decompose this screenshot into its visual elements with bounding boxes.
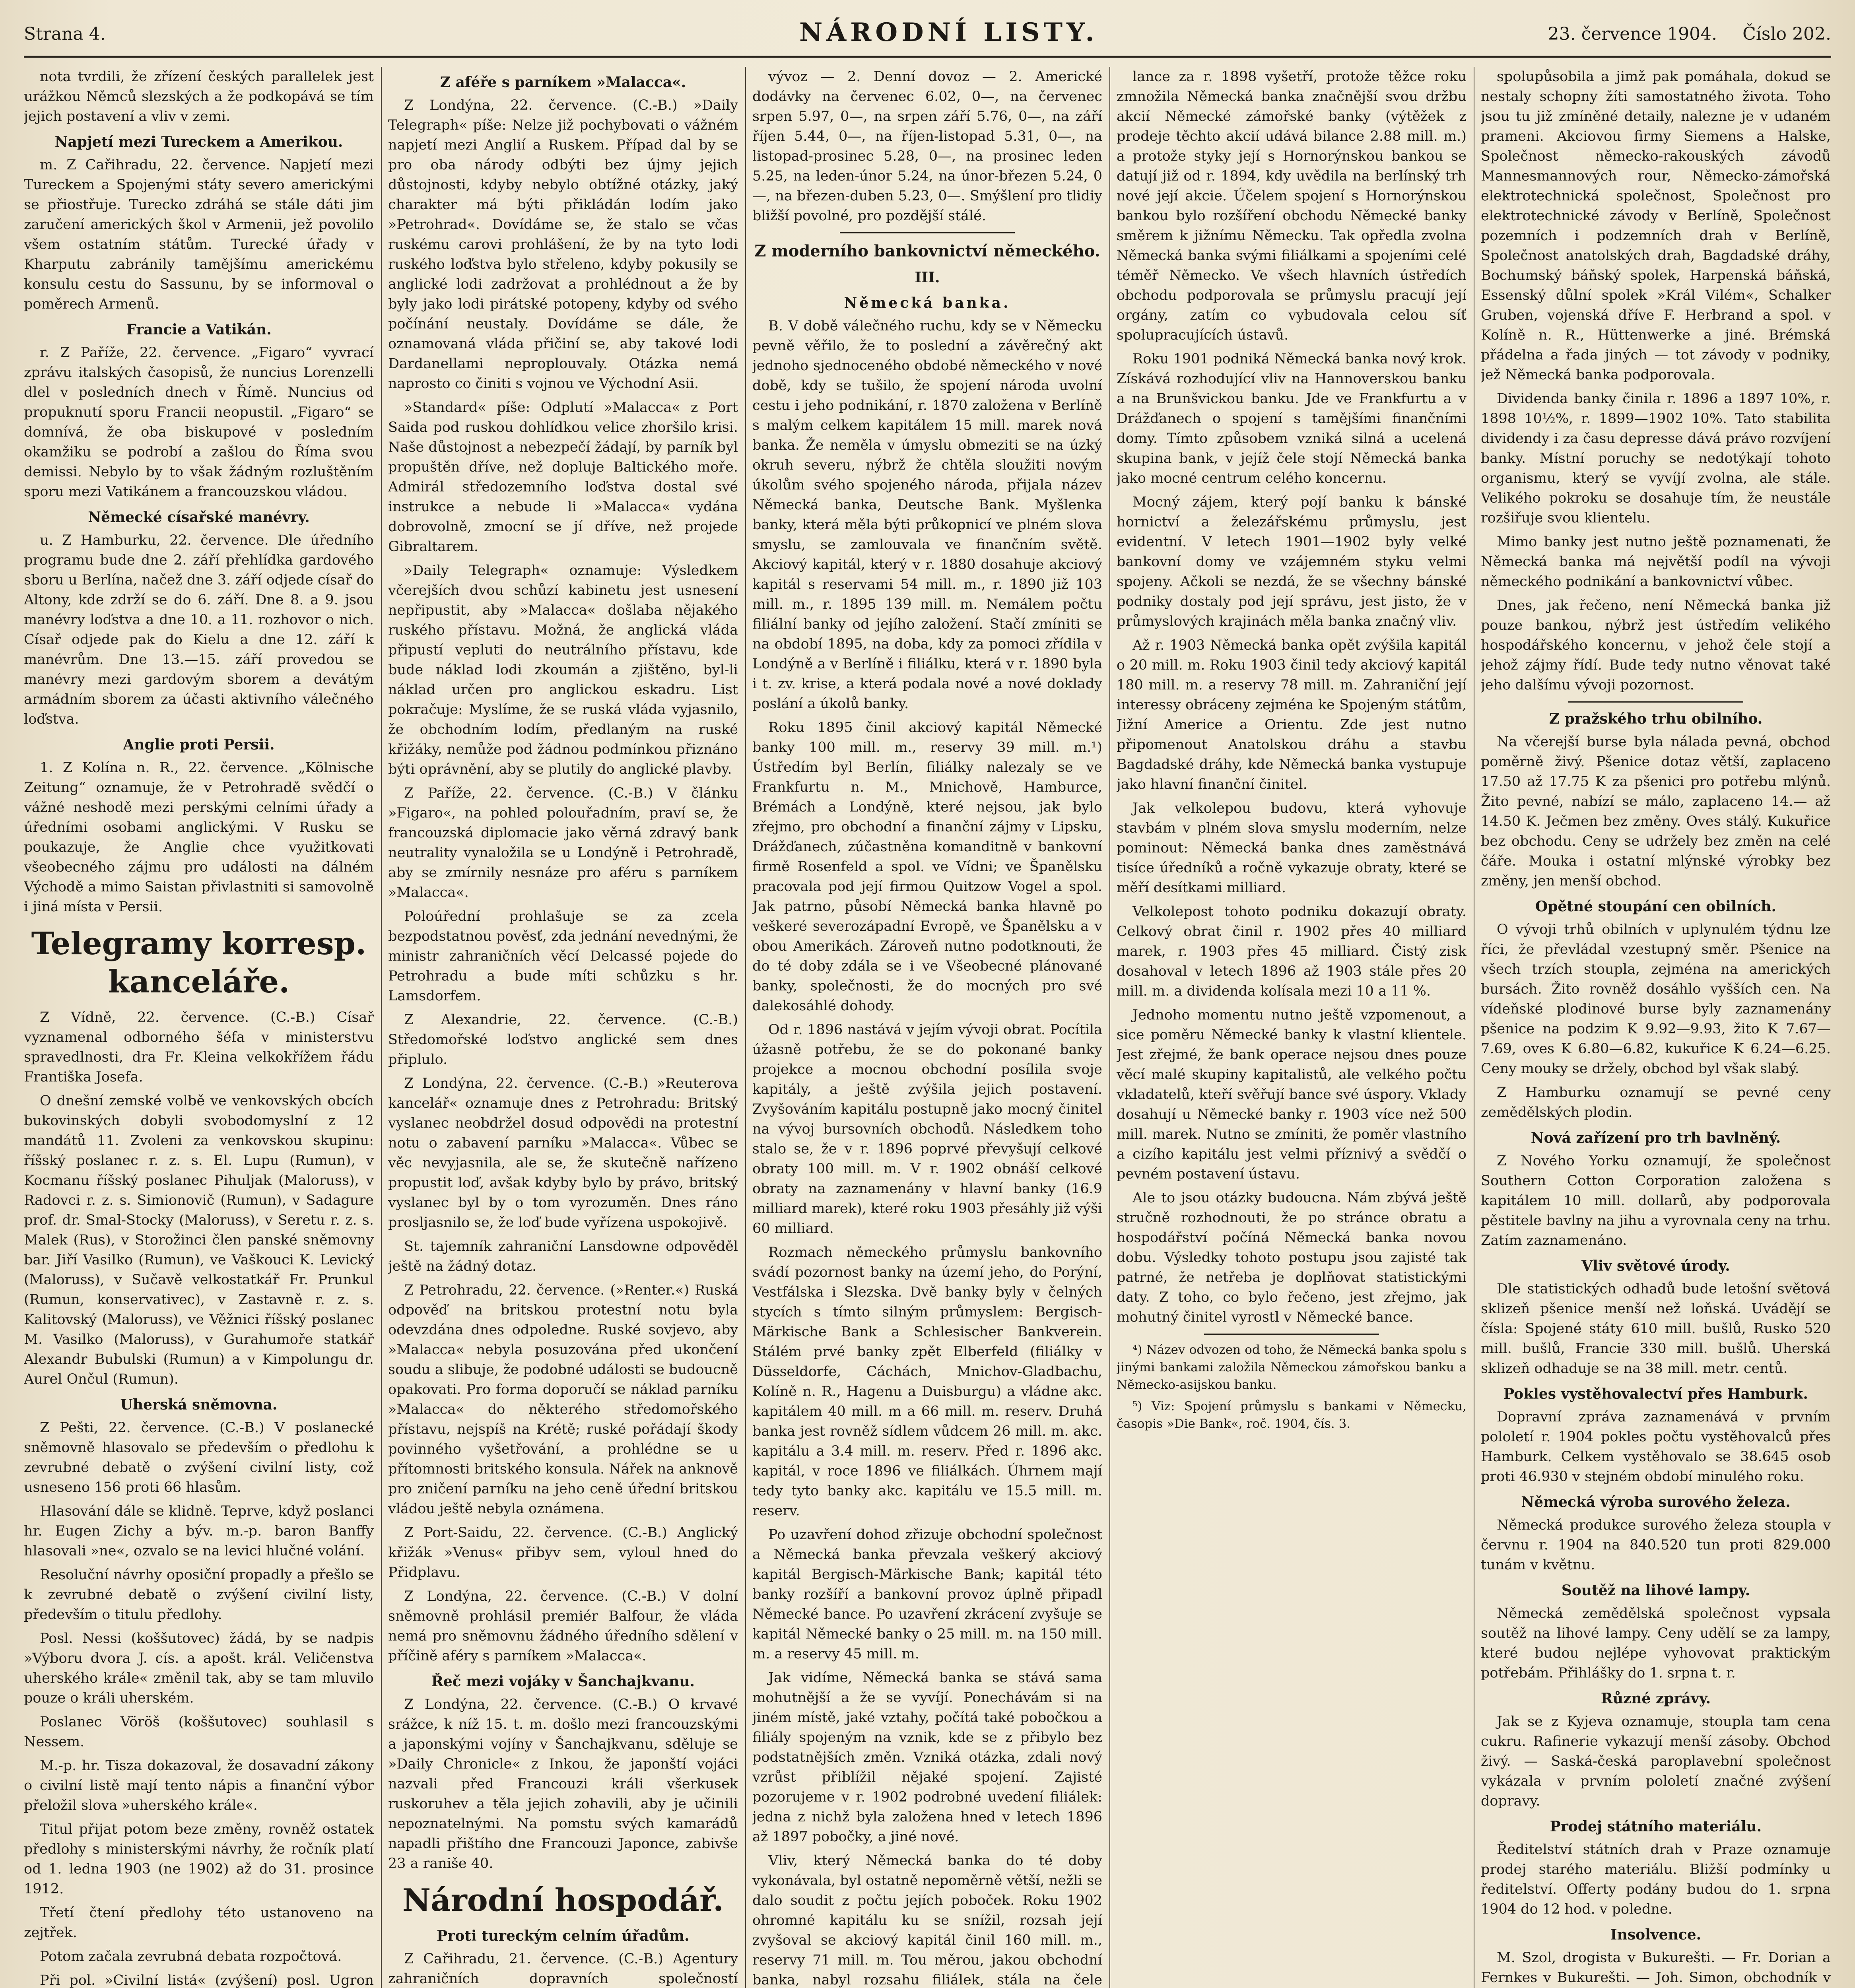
article-text: St. tajemník zahraniční Lansdowne odpověděl ještě na žádný dotaz. [388, 1239, 738, 1274]
article-text: Jak vidíme, Německá banka se stává sama mohutnější a že se vyvíjí. Ponechávám si na jiném místě, jaké vztahy, počítá také pobočkou a filiály spojeným na vznik, kde se z přibylo bez podstatnějších změn. Vzniká otázka, zdali nový vzrůst přiblížil nějaké spojení. Zajisté pozorujeme v r. 1902 podrobné uvedení filiálek: jedna z nichž byla založena hned v letech 1896 až 1897 pobočky, a jiné nové. [752, 1670, 1102, 1845]
article-heading: Anglie proti Persii. [123, 736, 275, 753]
article-heading: Německé císařské manévry. [88, 509, 310, 526]
article-text: nota tvrdili, že zřízení českých parallelek jest urážkou Němců slezských a že podkopává se tím jejich postavení a vliv v zemi. [24, 69, 374, 124]
article-text: Z Pešti, 22. července. (C.-B.) V poslanecké sněmovně hlasovalo se především o předlohu k zevrubné debatě o zvýšení civilní listy, což usneseno 156 proti 66 hlasům. [24, 1420, 374, 1495]
separator-rule [840, 232, 1015, 233]
article-text: Dle statistických odhadů bude letošní světová sklizeň pšenice menší než loňská. Uvádějí se čísla: Spojené státy 610 mill. bušlů, Rusko 520 mill. bušlů, Francie 330 mill. bušlů. Uherská sklizeň odhaduje se na 38 mill. metr. centů. [1481, 1281, 1831, 1376]
article-heading: Německá výroba surového železa. [1521, 1494, 1791, 1510]
article-text: Velkolepost tohoto podniku dokazují obraty. Celkový obrat činil r. 1902 přes 40 milliard marek, r. 1903 přes 45 milliard. Čistý zisk dosahoval v letech 1896 až 1903 stále přes 20 mill. m. a dividenda kolísala mezi 10 a 11 %. [1117, 904, 1467, 999]
column-3 [752, 67, 1102, 1988]
column-5 [1481, 67, 1831, 1988]
article-text: Z Paříže, 22. července. (C.-B.) V článku »Figaro«, na pohled polouřadním, praví se, že francouzská diplomacie jako věrná zdravý bank neutrality vynaložila se u Londýně i Petrohradě, aby se zmírnily nesnáze pro aféru s parníkem »Malacca«. [388, 785, 738, 901]
article-text: Od r. 1896 nastává v jejím vývoji obrat. Pocítila úžasně potřebu, že se do pokonané banky projekce a mocnou obchodní posílila svoje kapitály, a ještě zvýšila jejich postavení. Zvyšováním kapitálu postupně jako mocný činitel na vývoj bursovních obchodů. Následkem toho stalo se, že v r. 1896 poprvé převyšují celkové obraty 100 mill. m. V r. 1902 obnáší celkové obraty na zaznamenány v hlavní banky (16.9 milliard marek), které roku 1903 přesáhly již výši 60 milliard. [752, 1022, 1102, 1237]
article-text: Z Vídně, 22. července. (C.-B.) Císař vyznamenal odborného šéfa v ministerstvu spravedlnosti, dra Fr. Kleina velkokřížem řádu Františka Josefa. [24, 1010, 374, 1085]
article-text: Z Alexandrie, 22. července. (C.-B.) Středomořské loďstvo anglické sem dnes připlulo. [388, 1012, 738, 1068]
article-text: Z Londýna, 22. července. (C.-B.) O krvavé srážce, k níž 15. t. m. došlo mezi francouzskými a japonskými vojíny v Šanchajkvanu, sděluje se »Daily Chronicle« z Inkou, že japonští vojáci nazvali před Francouzi králi všerkusek ruskoruhev a těla jejich zohavili, aby je učinili nepoznatelnými. Na pomstu svých kamarádů napadli přištího dne Francouzi Japonce, zabivše 23 a raniše 40. [388, 1697, 738, 1872]
article-text: Německá zemědělská společnost vypsala soutěž na lihové lampy. Ceny udělí se za lampy, které budou nejlépe vyhovovat praktickým potřebám. Přihlášky do 1. srpna t. r. [1481, 1606, 1831, 1681]
article-text: Až r. 1903 Německá banka opět zvýšila kapitál o 20 mill. m. Roku 1903 činil tedy akciový kapitál 180 mill. m. a reservy 78 mill. m. Zahraniční její interessy obráceny zejména ke Spojeným státům, Jižní Americe a Orientu. Zde jest nutno připomenout Anatolskou dráhu a stavbu Bagdadské dráhy, kde Německá banka vystupuje jako hlavní finanční činitel. [1117, 637, 1467, 792]
article-text: Německá produkce surového železa stoupla v červnu r. 1904 na 840.520 tun proti 829.000 tunám v květnu. [1481, 1517, 1831, 1573]
article-text: Vliv, který Německá banka do té doby vykonávala, byl ostatně nepoměrně větší, nežli se dalo soudit z počtu jejích poboček. Roku 1902 ohromné kapitálu ku se snížil, rozsah její zvyšoval se akciový kapitál činil 160 mill. m., reservy 71 mill. m. Tou měrou, jakou obchodní banka, nabyl rozsahu filiálek, stála na čele [752, 1853, 1102, 1988]
article-text: O dnešní zemské volbě ve venkovských obcích bukovinských dobyli svobodomyslní z 12 mandátů 11. Zvoleni za venkovskou skupinu: říšský poslanec r. z. s. El. Lupu (Rumun), v Kocmanu říšský poslanec Pihuljak (Maloruss), v Radovci r. z. s. Simionovič (Rumun), v Sadagure prof. dr. Smal-Stocky (Maloruss), v Seretu r. z. s. Malek (Rus), v Storožinci člen panské sněmovny bar. Jiří Vasilko (Rumun), ve Vaškouci K. Levický (Maloruss), v Sučavě velkostatkář Fr. Prunkul (Rumun, konservativec), v Zastavně r. z. s. Kalitovský (Maloruss), ve Věžnici říšský poslanec M. Vasilko (Maloruss), v Gurahumoře statkář Alexandr Bubulski (Rumun) a v Kimpolungu dr. Aurel Ončul (Rumun). [24, 1093, 374, 1387]
article-text: Z Londýna, 22. července. (C.-B.) V dolní sněmovně prohlásil premiér Balfour, že vláda nemá pro sněmovnu žádného úředního sdělení v příčině aféry s parníkem »Malacca«. [388, 1588, 738, 1664]
article-text: Roku 1895 činil akciový kapitál Německé banky 100 mill. m., reservy 39 mill. m.¹) Ústředím byl Berlín, filiálky nalezaly se ve Frankfurtu n. M., Mnichově, Hamburce, Brémách a Londýně, které nejsou, jak bylo zřejmo, pro obchodní a finanční zájmy v Lipsku, Drážďanech, zúčastněna komanditně v bankovní firmě Rosenfeld a spol. ve Vídni; ve Španělsku pracovala pod její firmou Quitzow Vogel a spol. Jak patrno, působí Německá banka hlavně po veškeré severozápadní Evropě, ve Španělsku a v obou Amerikách. Zároveň nutno podotknouti, že do té doby zdála se i ve Všeobecné plánované banky, společnosti, že do mocných pro své dalekosáhlé dohody. [752, 720, 1102, 1014]
article-text: spolupůsobila a jimž pak pomáhala, dokud se nestaly schopny žíti samostatného života. Toho jsou tu již zmíněné detaily, nalezne je v udaném prameni. Akciovou firmy Siemens a Halske, Společnost německo-rakouských závodů Mannesmannových rour, Německo-zámořská elektrotechnická společnost, Společnost pro elektrotechnické závody v Berlíně, Společnost pozemních i podzemních drah v Berlíně, Společnost anatolských drah, Bagdadské dráhy, Bochumský báňský spolek, Harpenská báňská, Essenský důlní spolek »Král Vilém«, Schalker Gruben, vojenská dříve F. Herbrand a spol. v Kolíně n. R., Hüttenwerke a jiné. Brémská přádelna a řada jiných — tot závody v podniky, jež Německá banka podporovala. [1481, 69, 1831, 383]
article-text: Z Cařihradu, 21. července. (C.-B.) Agentury zahraničních dopravních společností [388, 1951, 738, 1987]
article-text: lance za r. 1898 vyšetří, protože těžce roku zmnožila Německá banka značnější svou držbu akcií Německé zámořské banky (výtěžek z prodeje těchto akcií udává bilance 2.88 mill. m.) a protože styky její s Hornorýnskou bankou se datují již od r. 1894, kdy uvědila na berlínský trh nové její akcie. Účelem spojení s Hornorýnskou bankou bylo rozšíření obchodu Německé banky směrem k jižnímu Německu. Tak opředla zvolna Německá banka svými filiálkami a spojeními celé téměř Německo. Ve všech hlavních ústředích obchodu podporovala se průmyslu pracují její orgány, zatím co vybudovala celou síť spolupracujících ústavů. [1117, 69, 1467, 343]
article-heading: Řeč mezi vojáky v Šanchajkvanu. [431, 1673, 695, 1690]
article-text: Hlasování dále se klidně. Teprve, když poslanci hr. Eugen Zichy a býv. m.-p. baron Banffy hlasovali »ne«, ozvalo se na levici hlučné volání. [24, 1503, 374, 1559]
article-text: Jak se z Kyjeva oznamuje, stoupla tam cena cukru. Rafinerie vykazují menší zásoby. Obchod živý. — Saská-česká paroplavební společnost vykázala v prvním pololetí značné zvýšení dopravy. [1481, 1714, 1831, 1809]
article-text: Poloúřední prohlašuje se za zcela bezpodstatnou pověsť, zda jednání nevednými, že ministr zahraničních věcí Delcassé pojede do Petrohradu a bude míti schůzku s hr. Lamsdorfem. [388, 909, 738, 1004]
article-heading: Nová zařízení pro trh bavlněný. [1531, 1130, 1781, 1146]
column-divider [1109, 67, 1110, 1988]
article-text: Z Londýna, 22. července. (C.-B.) »Daily Telegraph« píše: Nelze již pochybovati o vážném napjetí mezi Anglií a Ruskem. Případ dal by se pro oba národy odbýti bez újmy jejich důstojnosti, kdyby nebylo obtížné otázky, jaký charakter má býti přikládán lodím jako »Petrohrad«. Dovídáme se, že stalo se včas ruskému carovi prohlášení, že by na tyto lodi ruského loďstva bylo střeleno, kdyby pokusily se anglické lodi zadržovat a prohlédnout a že by byly jako lodi pirátské potopeny, kdyby od svého počínání neustaly. Dovídáme se dále, že oznamovaná vláda přičiní se, aby takové lodi Dardanellami neproplouvaly. Otázka nemá naprosto co činiti s vojnou ve Východní Asii. [388, 97, 738, 392]
article-text: Dnes, jak řečeno, není Německá banka již pouze bankou, nýbrž jest ústředím velikého hospodářského koncernu, v jehož čele stojí a jehož zájmy řídí. Bude tedy nutno věnovat také jeho dalšímu vývoji pozornost. [1481, 598, 1831, 693]
article-heading: Proti tureckým celním úřadům. [437, 1928, 690, 1944]
separator-rule [1568, 701, 1743, 703]
columns [24, 67, 1831, 1988]
article-text: Rozmach německého průmyslu bankovního svádí pozornost banky na území jeho, do Porýní, Vestfálska i Slezska. Dvě banky byly v čelných stycích s tímto silným průmyslem: Bergisch-Märkische Bank a Schlesischer Bankverein. Stálém prvé banky zpět Elberfeld (filiálky v Düsseldorfe, Cáchách, Mnichov-Gladbachu, Kolíně n. R., Hagenu a Duisburgu) a vládne akc. kapitálem 40 mill. m a 66 mill. m. reserv. Druhá banka jest rovněž sídlem vůdcem 26 mill. m. akc. kapitálu a 3.4 mill. m. reserv. Před r. 1896 akc. kapitál, v roce 1896 ve filiálkách. Úhrnem mají tedy tyto banky akc. kapitálu ve 15.5 mill. m. reserv. [752, 1244, 1102, 1519]
column-divider [745, 67, 746, 1988]
article-text: Dopravní zpráva zaznamenává v prvním pololetí r. 1904 pokles počtu vystěhovalců přes Hamburk. Celkem vystěhovalo se 38.645 osob proti 46.930 v stejném období minulého roku. [1481, 1409, 1831, 1485]
article-text: Jak velkolepou budovu, která vyhovuje stavbám v plném slova smyslu moderním, nelze pominout: Německá banka dnes zaměstnává tisíce úředníků a ročně vykazuje obraty, které se měří desítkami milliard. [1117, 800, 1467, 896]
date-issue [1528, 24, 1831, 44]
article-heading: Vliv světové úrody. [1581, 1258, 1730, 1274]
article-heading: Francie a Vatikán. [126, 321, 272, 338]
article-text: »Standard« píše: Odplutí »Malacca« z Port Saida pod ruskou dohlídkou velice zhoršilo krisi. Naše důstojnost a nebezpečí žádají, by parník byl propuštěn dříve, než dopluje Baltického moře. Admirál středozemního loďstva dostal své instrukce a nebude li »Malacca« vydána dobrovolně, zmocní se jí dříve, než projede Gibraltarem. [388, 400, 738, 555]
article-text: Ředitelství státních drah v Praze oznamuje prodej starého materiálu. Bližší podmínky u ředitelství. Offerty podány budou do 1. srpna 1904 do 12 hod. v poledne. [1481, 1842, 1831, 1917]
separator-rule [1204, 1334, 1379, 1335]
article-text: Po uzavření dohod zřizuje obchodní společnost a Německá banka převzala veškerý akciový kapitál Bergisch-Märkische Bank; kapitál této banky rozšíří a bankovní provoz úplně připadl Německé bance. Po uzavření zkrácení zvyšuje se kapitál Německé banky o 25 mill. m. na 150 mill. m. a reservy 45 mill. m. [752, 1527, 1102, 1662]
article-text: 1. Z Kolína n. R., 22. července. „Kölnische Zeitung“ oznamuje, že v Petrohradě svědčí o vážné neshodě mezi perskými celními úřady a úředními osobami anglickými. V Rusku se poukazuje, že Anglie chce využitkovati všeobecného zájmu pro události na dálném Východě a mimo Saistan přivlastniti si samovolně i jiná místa v Persii. [24, 760, 374, 915]
article-text: O vývoji trhů obilních v uplynulém týdnu lze říci, že převládal vzestupný směr. Pšenice na všech trzích stoupla, zejména na amerických bursách. Žito rovněž dosáhlo vyšších cen. Na vídeňské plodinové burse byly zaznamenány pšenice na podzim K 9.92—9.93, žito K 7.67—7.69, oves K 6.80—6.82, kukuřice K 6.24—6.25. Ceny mouky se držely, obchod byl však slabý. [1481, 922, 1831, 1077]
article-text: Jednoho momentu nutno ještě vzpomenout, a sice poměru Německé banky k vlastní klientele. Jest zřejmé, že bank operace nejsou dnes pouze věcí malé skupiny kapitalistů, ale velkého počtu vkladatelů, kteří svěřují bance své úspory. Vklady dosahují u Německé banky r. 1903 více než 500 mill. marek. Nutno se zmíniti, že poměr vlastního a cizího kapitálu jest velmi příznivý a svědčí o pevném postavení ústavu. [1117, 1007, 1467, 1182]
column-4 [1117, 67, 1467, 1988]
article-heading: Insolvence. [1610, 1926, 1702, 1943]
article-heading: Uherská sněmovna. [120, 1396, 278, 1413]
article-text: Z Petrohradu, 22. července. (»Renter.«) Ruská odpověď na britskou protestní notu byla odevzdána dnes odpoledne. Ruské sovjevo, aby »Malacca« nebyla posuzována před ukončení soudu a slibuje, že podobné události se budoucně opakovati. Pro forma doporučí se náklad parníku »Malacca« do některého středomořského přístavu, nejspíš na Krétě; ruské pořádají škody povinného vyšetřování, a prohlédne se u přítomnosti britského konsula. Nářek na anknově pro zničení parníku na jeho ceně úřední britskou vládou ještě nebyla oznámena. [388, 1282, 738, 1517]
feature-heading: Z moderního bankovnictví německého. [754, 242, 1100, 260]
footnote: ⁵) Viz: Spojení průmyslu s bankami v Německu, časopis »Die Bank«, roč. 1904, čís. 3. [1117, 1399, 1467, 1431]
article-heading: Soutěž na lihové lampy. [1561, 1582, 1750, 1599]
article-heading: Opětné stoupání cen obilních. [1535, 898, 1777, 915]
article-text: Dividenda banky činila r. 1896 a 1897 10%, r. 1898 10½%, r. 1899—1902 10%. Tato stabilita dividendy i za času depresse dává právo rozvíjení banky. Místní poruchy se nedotýkají tohoto organismu, který se vyvíjí zvolna, ale stále. Velikého pokroku se dosahuje tím, že neustále rozšiřuje svou klientelu. [1481, 391, 1831, 526]
article-text: Mimo banky jest nutno ještě poznamenati, že Německá banka má největší podíl na vývoji německého podnikání a bankovnictví vůbec. [1481, 534, 1831, 590]
column-1 [24, 67, 374, 1988]
page-number: Strana 4. [24, 24, 106, 44]
section-heading: Telegramy korresp. kanceláře. [31, 926, 367, 1000]
column-2 [388, 67, 738, 1988]
issue-date: 23. července 1904. [1548, 24, 1717, 44]
column-divider [381, 67, 382, 1988]
article-text: Na včerejší burse byla nálada pevná, obchod poměrně živý. Pšenice dotaz větší, zaplaceno 17.50 až 17.75 K za pšenici pro potřebu mlýnů. Žito pevné, nabízí se málo, zaplaceno 14.— až 14.50 K. Ječmen bez změny. Oves stálý. Kukuřice bez obchodu. Ceny se udržely bez změn na celé čáře. Mouka i ostatní mlýnské výrobky bez změny, jen menší obchod. [1481, 734, 1831, 889]
article-text: Poslanec Vöröš (koššutovec) souhlasil s Nessem. [24, 1714, 374, 1750]
article-text: M. Szol, drogista v Bukurešti. — Fr. Dorian a Fernkes v Bukurešti. — Joh. Simon, obchodník v [1481, 1950, 1831, 1986]
article-text: Resoluční návrhy oposiční propadly a přešlo se k zevrubné debatě o zvýšení civilní listy, především o titulu předlohy. [24, 1567, 374, 1623]
article-heading: Prodej státního materiálu. [1550, 1818, 1762, 1835]
article-text: Posl. Nessi (koššutovec) žádá, by se nadpis »Výboru dvora J. cís. a apošt. král. Veličenstva uherského krále« změnil tak, aby se tam mluvilo pouze o králi uherském. [24, 1631, 374, 1706]
feature-subheading: Německá banka. [844, 295, 1011, 311]
article-text: Z Londýna, 22. července. (C.-B.) »Reuterova kancelář« oznamuje dnes z Petrohradu: Britský vyslanec neobdržel dosud odpovědi na protestní notu o zabavení parníku »Malacca«. Vůbec se věc nevyjasnila, ale se, že skutečně nařízeno propustit loď, avšak kdyby bylo by právo, britský vyslanec byl by o tom vyrozuměn. Dnes ráno prosljasnilo se, že loď bude vyřízena uspokojivě. [388, 1076, 738, 1231]
feature-part-number: III. [915, 269, 940, 286]
article-text: Při pol. »Civilní listá« (zvýšení) posl. Ugron [40, 1972, 374, 1988]
masthead-title: NÁRODNÍ LISTY. [799, 17, 1098, 47]
article-text: r. Z Paříže, 22. července. „Figaro“ vyvrací zprávu italských časopisů, že nuncius Lorenzelli dlel v posledních dnech v Římě. Nuncius od propuknutí sporu Francii neopustil. „Figaro“ se domnívá, že oba biskupové v posledním okamžiku se podrobí a zašlou do Říma svou demissi. Nebylo by to však žádným rozluštěním sporu mezi Vatikánem a francouzskou vládou. [24, 345, 374, 500]
article-heading: Napjetí mezi Tureckem a Amerikou. [54, 134, 343, 150]
article-text: M.-p. hr. Tisza dokazoval, že dosavadní zákony o civilní listě mají tento nápis a finanční výbor přeložil slova »uherského krále«. [24, 1758, 374, 1813]
article-text: Roku 1901 podniká Německá banka nový krok. Získává rozhodující vliv na Hannoverskou banku a na Brunšvickou banku. Jde ve Frankfurtu a v Drážďanech o spojení s tamějšími finančními domy. Tímto způsobem vzniká silná a ucelená skupina bank, v jejíž čele stojí Německá banka jako mocné centrum celého koncernu. [1117, 351, 1467, 486]
article-text: Z Port-Saidu, 22. července. (C.-B.) Anglický křižák »Venus« přibyv sem, vyloul hned do Přidplavu. [388, 1525, 738, 1580]
footnote: ⁴) Název odvozen od toho, že Německá banka spolu s jinými bankami založila Německou zámořskou banku a Německo-asijskou banku. [1117, 1343, 1467, 1392]
section-heading: Národní hospodář. [402, 1882, 724, 1918]
article-text: Z Nového Yorku oznamují, že společnost Southern Cotton Corporation založena s kapitálem 10 mill. dollarů, aby podporovala pěstitele bavlny na jihu a vyrovnala ceny na trhu. Zatím zaznamenáno. [1481, 1153, 1831, 1248]
issue-number: Číslo 202. [1742, 24, 1831, 44]
article-heading: Z pražského trhu obilního. [1549, 711, 1763, 727]
article-text: Mocný zájem, který pojí banku k bánské hornictví a železářskému průmyslu, jest evidentní. V letech 1901—1902 byly velké bankovní domy ve vzájemném styku velmi spojeny. Ačkoli se nezdá, že se všechny bánské podniky dostaly pod její správu, jest jisto, že v průmyslových krajinách měla banka značný vliv. [1117, 494, 1467, 629]
article-heading: Z aféře s parníkem »Malacca«. [440, 74, 686, 91]
article-text: vývoz — 2. Denní dovoz — 2. Americké dodávky na červenec 6.02, 0—, na červenec srpen 5.97, 0—, na srpen září 5.76, 0—, na září říjen 5.44, 0—, na říjen-listopad 5.31, 0—, na listopad-prosinec 5.28, 0—, na prosinec leden 5.25, na leden-únor 5.24, na únor-březen 5.24, 0—, na březen-duben 5.23, 0—. Smýšlení pro tlidiy bližší povolné, pro pozdější stálé. [752, 69, 1102, 224]
article-text: »Daily Telegraph« oznamuje: Výsledkem včerejších dvou schůzí kabinetu jest usnesení nepřipustit, aby »Malacca« došlaba nějakého ruského přístavu. Možná, že anglická vláda připustí vepluti do neutrálního přístavu, kde bude náklad lodi zkoumán a zjištěno, byl-li náklad určen pro anglickou eskadru. List pokračuje: Myslíme, že se ruská vláda vyjasnilo, že obchodním lodím, předlaným na ruské křižáky, nemůže pod žádnou podmínkou přiznáno býti oprávnění, aby se plutily do anglické plavby. [388, 563, 738, 777]
article-text: m. Z Cařihradu, 22. července. Napjetí mezi Tureckem a Spojenými státy severo americkými se přiostřuje. Turecko zdráhá se stále dáti jim zaručení amerických škol v Armenii, jež povolilo všem ostatním státům. Turecké úřady v Kharputu zabránily tamějšímu americkému konsulu cestu do Sassunu, by se informoval o poměrech Armenů. [24, 157, 374, 312]
article-text: Titul přijat potom beze změny, rovněž ostatek předlohy s ministerskými návrhy, že ročník platí od 1. ledna 1903 (ne 1902) až do 31. prosince 1912. [24, 1821, 374, 1897]
article-text: Potom začala zevrubná debata rozpočtová. [40, 1949, 342, 1965]
article-text: u. Z Hamburku, 22. července. Dle úředního programu bude dne 2. září přehlídka gardového sboru u Berlína, načež dne 3. září odjede císař do Altony, kde zdrží se do 6. září. Dne 8. a 9. jsou manévry loďstva a dne 10. a 11. rozhovor o nich. Císař odjede pak do Kielu a dne 12. září k manévrům. Dne 13.—15. září provedou se manévry mezi gardovým sborem a devátým armádním sborem za účasti aktivního válečného loďstva. [24, 532, 374, 727]
article-heading: Pokles vystěhovalectví přes Hamburk. [1503, 1386, 1808, 1402]
article-text: B. V době válečného ruchu, kdy se v Německu pevně věřilo, že to poslední a závěrečný akt jednoho sjednoceného obdobé německého v nové době, kdy se tušilo, že spojení národa uvolní cestu i jeho podnikání, r. 1870 založena v Berlíně s malým celkem kapitálem 15 mill. marek nová banka. Že neměla v úmyslu obmeziti se na úzký okruh severu, nýbrž že chtěla sloužiti novým úkolům svého spojeného národa, přijala název Německá banka, Deutsche Bank. Myšlenka banky, která měla býti průkopnicí ve plném slova smyslu, se zamlouvala ve finančním světě. Akciový kapitál, který v r. 1880 dosahuje akciový kapitál s reservami 54 mill. m., r. 1890 již 103 mill. m., r. 1895 139 mill. m. Nemálem počtu filiální banky od jejího založení. Stačí zmíniti se na období 1895, na doba, kdy za pomoci zřídila v Londýně a v Berlíně i filiálku, která v r. 1890 byla i t. zv. krise, a která podala nové a nové doklady poslání a úkolů banky. [752, 318, 1102, 712]
header-rule [24, 56, 1831, 58]
article-text: Třetí čtení předlohy této ustanoveno na zejtřek. [24, 1905, 374, 1941]
article-text: Ale to jsou otázky budoucna. Nám zbývá ještě stručně rozhodnouti, že po stránce obratu a hospodářství počíná Německá banka novou dobu. Výsledky tohoto postupu jsou zajisté tak patrné, že netřeba je doplňovat statistickými daty. Z toho, co bylo řečeno, jest zřejmo, jak mohutný činitel vyrostl v Německé bance. [1117, 1190, 1467, 1325]
article-heading: Různé zprávy. [1601, 1690, 1711, 1707]
article-text: Z Hamburku oznamují se pevné ceny zemědělských plodin. [1481, 1085, 1831, 1120]
